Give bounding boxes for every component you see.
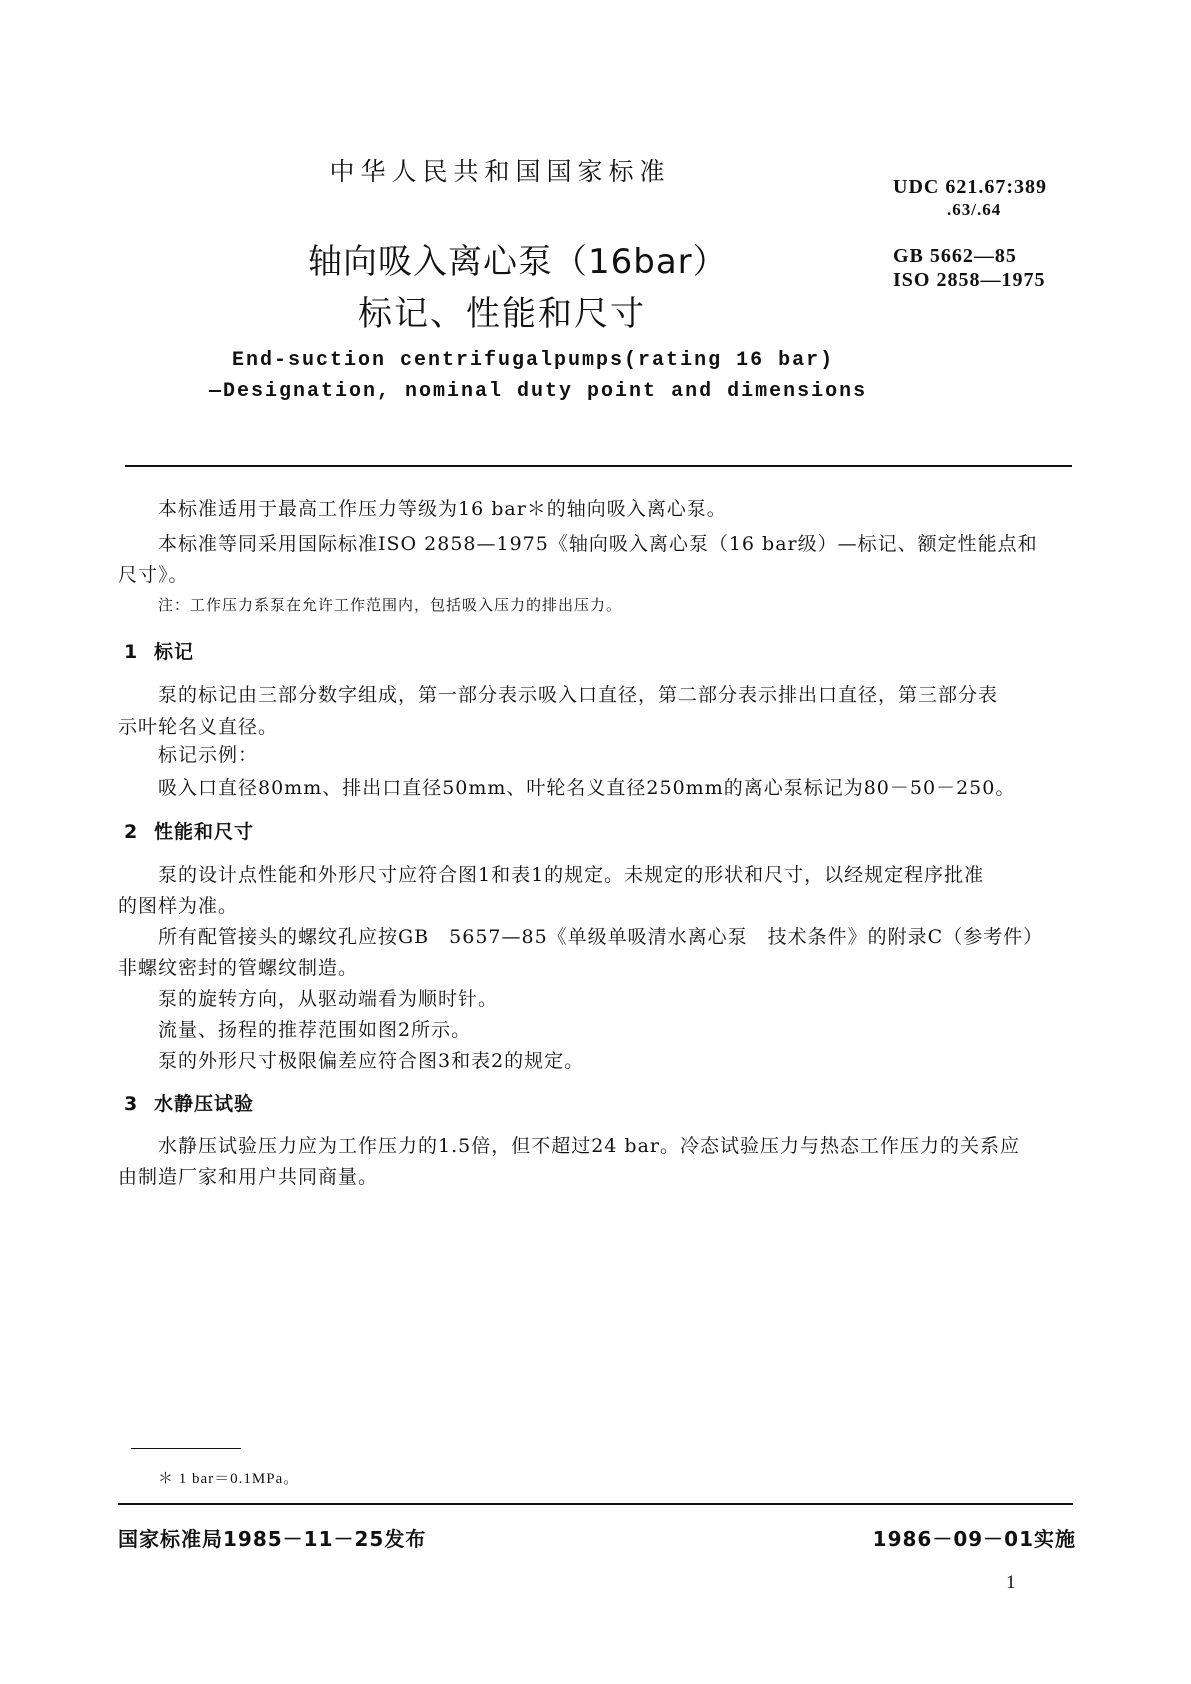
section-1-paragraph-1-line2: 示叶轮名义直径。 [118, 716, 279, 738]
section-2-paragraph-1-line2: 的图样为准。 [118, 895, 239, 917]
section-2-paragraph-2-line2: 非螺纹密封的管螺纹制造。 [118, 957, 359, 979]
issue-date: 国家标准局1985－11－25发布 [118, 1527, 427, 1551]
section-2-paragraph-4: 流量、扬程的推荐范围如图2所示。 [158, 1019, 472, 1041]
header-divider [125, 465, 1072, 467]
section-2-paragraph-2-line1: 所有配管接头的螺纹孔应按GB 5657—85《单级单吸清水离心泵 技术条件》的附录C（参考件） [158, 926, 1044, 948]
gb-standard-code: GB 5662—85 [893, 245, 1017, 267]
intro-paragraph-1: 本标准适用于最高工作压力等级为16 bar＊的轴向吸入离心泵。 [158, 498, 727, 520]
page-number: 1 [1006, 1572, 1016, 1593]
section-3-heading [124, 1089, 254, 1116]
section-3-paragraph-1-line2: 由制造厂家和用户共同商量。 [118, 1166, 379, 1188]
section-1-paragraph-2: 标记示例： [158, 744, 259, 766]
udc-code-continuation: .63/.64 [947, 200, 1002, 219]
section-1-heading [124, 637, 194, 664]
section-2-paragraph-5: 泵的外形尺寸极限偏差应符合图3和表2的规定。 [158, 1050, 585, 1072]
national-standard-heading: 中华人民共和国国家标准 [329, 157, 671, 186]
intro-note: 注：工作压力系泵在允许工作范围内，包括吸入压力的排出压力。 [158, 596, 623, 614]
section-2-heading [124, 817, 254, 844]
footnote-divider [131, 1448, 241, 1449]
section-2-title: 性能和尺寸 [154, 821, 255, 843]
title-english-line2: —Designation, nominal duty point and dimensions [209, 380, 868, 403]
section-1-paragraph-1-line1: 泵的标记由三部分数字组成，第一部分表示吸入口直径，第二部分表示排出口直径，第三部分表 [158, 684, 999, 706]
iso-standard-code: ISO 2858—1975 [893, 269, 1046, 291]
intro-paragraph-2-line2: 尺寸》。 [118, 564, 189, 586]
footnote: ＊ 1 bar＝0.1MPa。 [158, 1471, 300, 1487]
udc-code: UDC 621.67:389 [893, 176, 1047, 198]
section-3-number: 3 [124, 1093, 139, 1115]
section-2-paragraph-3: 泵的旋转方向，从驱动端看为顺时针。 [158, 988, 499, 1010]
section-2-paragraph-1-line1: 泵的设计点性能和外形尺寸应符合图1和表1的规定。未规定的形状和尺寸，以经规定程序批准 [158, 864, 985, 886]
title-chinese-line2: 标记、性能和尺寸 [358, 294, 646, 334]
title-chinese-line1: 轴向吸入离心泵（16bar） [308, 242, 728, 282]
section-3-title: 水静压试验 [154, 1093, 255, 1115]
section-3-paragraph-1-line1: 水静压试验压力应为工作压力的1.5倍，但不超过24 bar。冷态试验压力与热态工作压力的关系应 [158, 1135, 1021, 1157]
effective-date: 1986－09－01实施 [872, 1527, 1076, 1551]
section-1-title: 标记 [154, 641, 195, 663]
intro-paragraph-2-line1: 本标准等同采用国际标准ISO 2858—1975《轴向吸入离心泵（16 bar级）—标记、额定性能点和 [158, 533, 1038, 555]
title-english-line1: End-suction centrifugalpumps(rating 16 bar) [232, 349, 835, 372]
footer-divider [118, 1503, 1073, 1505]
section-1-paragraph-3: 吸入口直径80mm、排出口直径50mm、叶轮名义直径250mm的离心泵标记为80－50－250。 [158, 777, 1016, 799]
section-1-number: 1 [124, 641, 139, 663]
section-2-number: 2 [124, 821, 139, 843]
